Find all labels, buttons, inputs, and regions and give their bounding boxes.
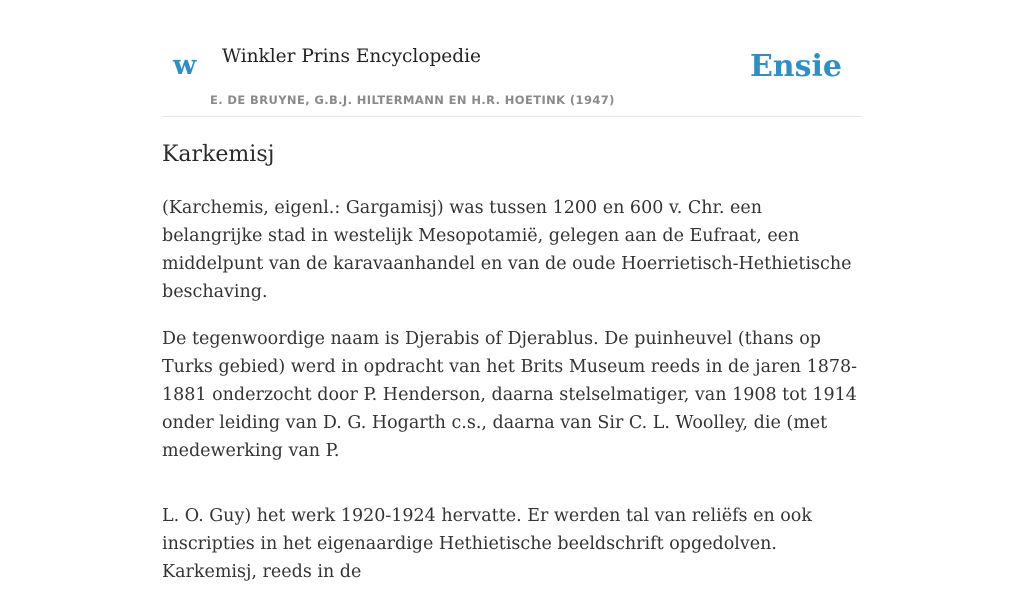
article-paragraph-2: De tegenwoordige naam is Djerabis of Djerablus. De puinheuvel (thans op Turks gebied) werd in opdracht van het Brits Museum reeds in de jaren 1878-1881 onderzocht door P. Henderson, daarna stelselmatiger, van 1908 tot 1914 onder leiding van D. G. Hogarth c.s., daarna van Sir C. L. Woolley, die (met medewerking van P. xyxy=(162,329,858,461)
winkler-prins-logo[interactable]: w xyxy=(173,50,197,81)
site-header xyxy=(162,0,862,117)
article-paragraph-3: L. O. Guy) het werk 1920-1924 hervatte. Er werden tal van reliëfs en ook inscripties in het eigenaardige Hethietische beeldschrift opgedolven. Karkemisj, reeds in de xyxy=(162,506,812,582)
article-paragraph-1: (Karchemis, eigenl.: Gargamisj) was tussen 1200 en 600 v. Chr. een belangrijke stad in westelijk Mesopotamië, gelegen aan de Eufraat, een middelpunt van de karavaanhandel en van de oude Hoerrietisch-Hethietische beschaving. xyxy=(162,198,852,302)
article-title: Karkemisj xyxy=(162,142,275,167)
encyclopedia-title[interactable]: Winkler Prins Encyclopedie xyxy=(222,46,481,67)
article-content xyxy=(162,138,862,605)
encyclopedia-authors: E. DE BRUYNE, G.B.J. HILTERMANN EN H.R. HOETINK (1947) xyxy=(210,93,615,107)
ensie-brand-logo[interactable]: Ensie xyxy=(749,49,842,84)
